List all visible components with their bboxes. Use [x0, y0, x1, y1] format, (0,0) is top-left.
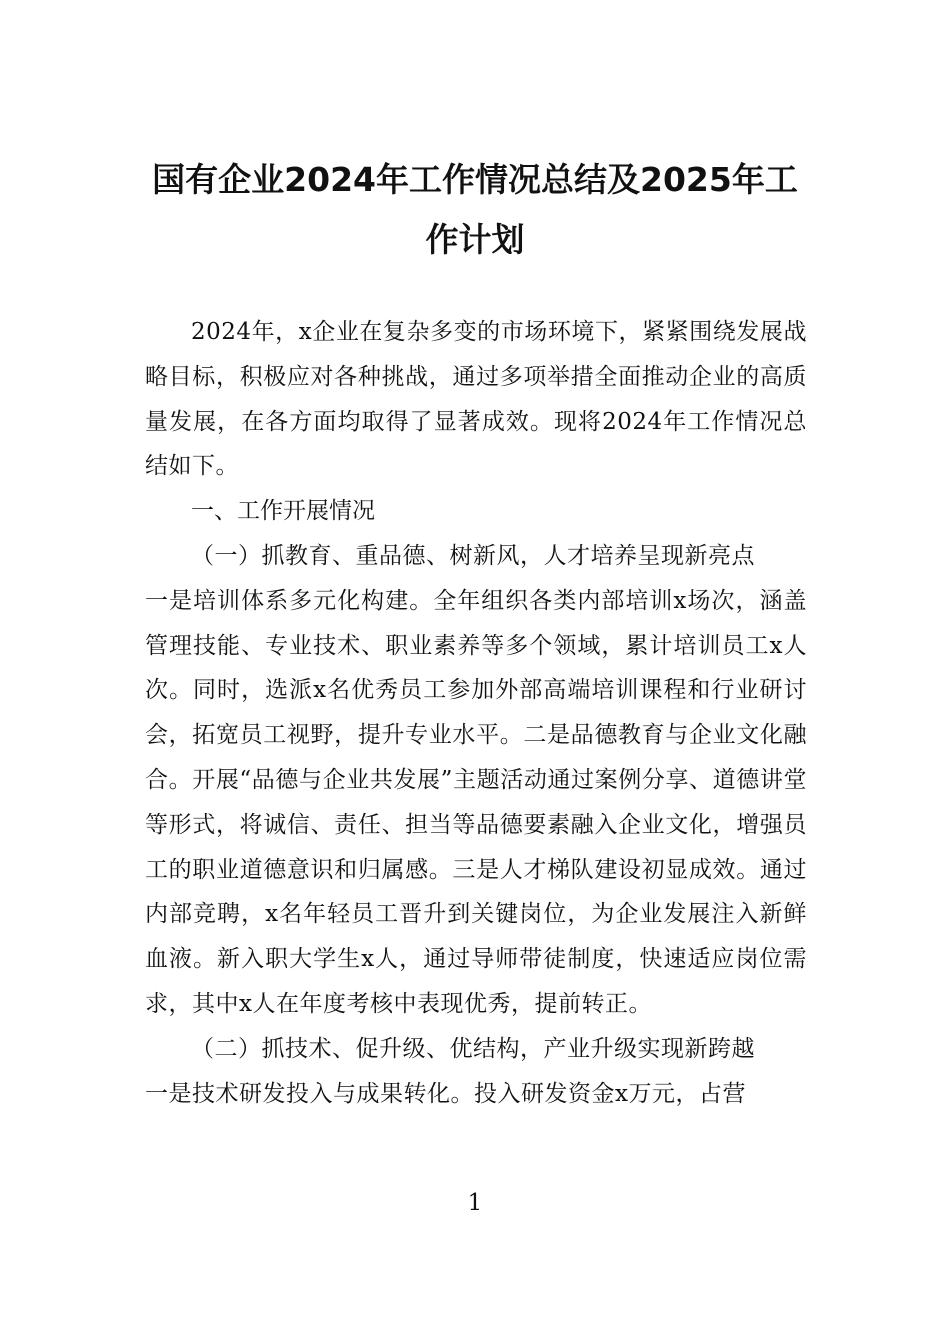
- subsection-body-industry-upgrade: 一是技术研发投入与成果转化。投入研发资金x万元，占营: [145, 1080, 746, 1107]
- section-heading-work-progress: 一、工作开展情况: [191, 498, 375, 525]
- page-number: 1: [467, 1190, 483, 1216]
- document-title: 国有企业2024年工作情况总结及2025年工作计划: [152, 160, 798, 259]
- intro-paragraph: 2024年，x企业在复杂多变的市场环境下，紧紧围绕发展战略目标，积极应对各种挑战，通过多项举措全面推动企业的高质量发展，在各方面均取得了显著成效。现将2024年工作情况总结如下。: [145, 319, 807, 480]
- subsection-heading-talent-training: （一）抓教育、重品德、树新风，人才培养呈现新亮点: [191, 542, 755, 569]
- document-body: [145, 310, 807, 1116]
- subsection-heading-industry-upgrade: （二）抓技术、促升级、优结构，产业升级实现新跨越: [191, 1035, 755, 1062]
- subsection-body-talent-training: 一是培训体系多元化构建。全年组织各类内部培训x场次，涵盖管理技能、专业技术、职业素养等多个领域，累计培训员工x人次。同时，选派x名优秀员工参加外部高端培训课程和行业研讨会，拓宽员工视野，提升专业水平。二是品德教育与企业文化融合。开展“品德与企业共发展”主题活动通过案例分享、道德讲堂等形式，将诚信、责任、担当等品德要素融入企业文化，增强员工的职业道德意识和归属感。三是人才梯队建设初显成效。通过内部竞聘，x名年轻员工晋升到关键岗位，为企业发展注入新鲜血液。新入职大学生x人，通过导师带徒制度，快速适应岗位需求，其中x人在年度考核中表现优秀，提前转正。: [145, 587, 807, 1017]
